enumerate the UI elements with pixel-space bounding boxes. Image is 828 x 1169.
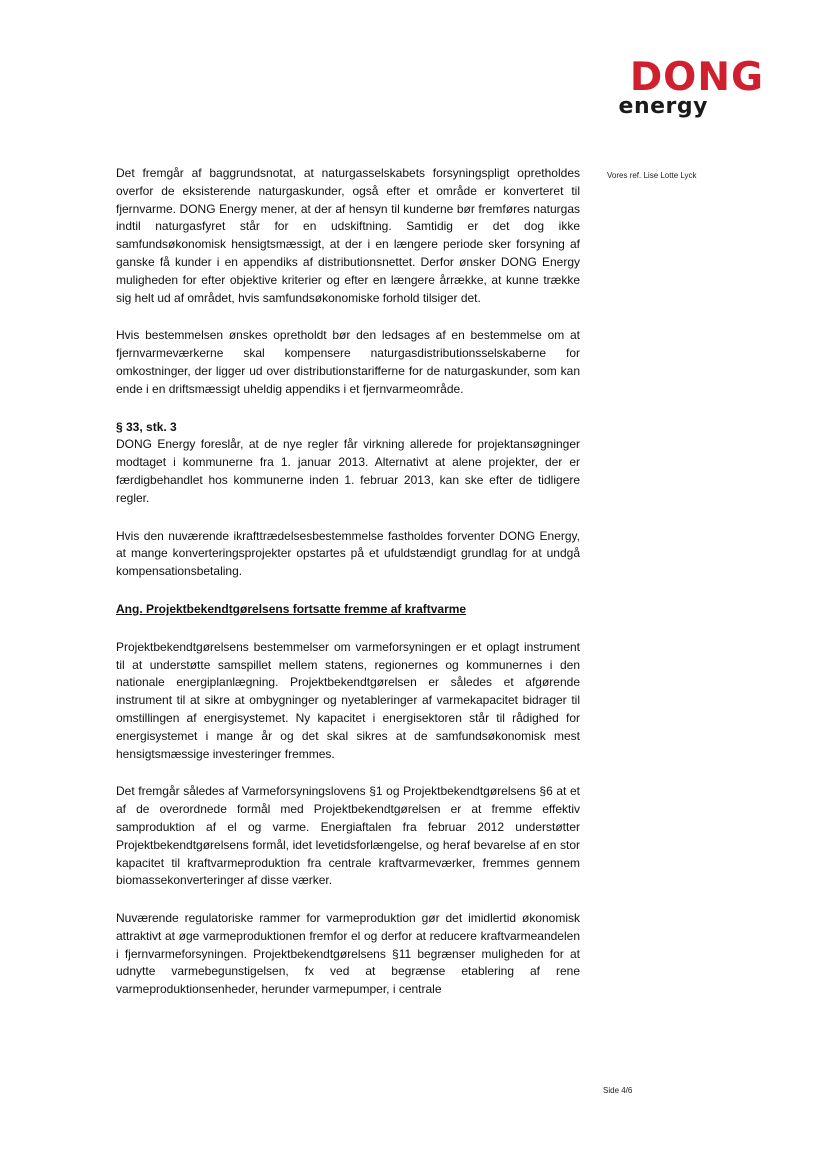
paragraph-6: Det fremgår således af Varmeforsyningslovens §1 og Projektbekendtgørelsens §6 at et af de overordnede formål med Projektbekendtgørelsen er at fremme effektiv samproduktion af el og varme. Energiaftalen fra februar 2012 understøtter Projektbekendtgørelsens formål, idet levetidsforlængelse, og heraf bevarelse af en stor kapacitet til kraftvarmeproduktion fra centrale kraftvarmeværker, fremmes gennem biomassekonverteringer af disse værker.: [116, 784, 580, 888]
page-number: Side 4/6: [603, 1086, 633, 1095]
logo-subtitle: energy: [618, 94, 708, 119]
paragraph-3: DONG Energy foreslår, at de nye regler får virkning allerede for projektansøgninger modtaget i kommunerne fra 1. januar 2013. Alternativt at alene projekter, der er færdigbehandlet hos kommunerne inden 1. februar 2013, kan ske efter de tidligere regler.: [116, 437, 580, 505]
reference-line: Vores ref. Lise Lotte Lyck: [607, 171, 697, 180]
logo-brand: DONG: [629, 55, 764, 100]
paragraph-4: Hvis den nuværende ikrafttrædelsesbestemmelse fastholdes forventer DONG Energy, at mange konverteringsprojekter opstartes på et ufuldstændigt grundlag for at undgå kompensationsbetaling.: [116, 528, 580, 579]
paragraph-1: Det fremgår af baggrundsnotat, at naturgasselskabets forsyningspligt opretholdes overfor de eksisterende naturgaskunder, også efter et område er konverteret til fjernvarme. DONG Energy mener, at der af hensyn til kunderne bør fremføres naturgas indtil naturgasfyret står for en udskiftning. Samtidig er det dog ikke samfundsøkonomisk hensigtsmæssigt, at der i en længere periode sker forsyning af ganske få kunder i en appendiks af distributionsnettet. Derfor ønsker DONG Energy muligheden for efter objektive kriterier og efter en længere årrække, at kunne trække sig helt ud af området, hvis samfundsøkonomiske forhold tilsiger det.: [116, 166, 580, 305]
paragraph-2: Hvis bestemmelsen ønskes opretholdt bør den ledsages af en bestemmelse om at fjernvarmeværkerne skal kompensere naturgasdistributionsselskaberne for omkostninger, der ligger ud over distributionstarifferne for de naturgaskunder, som kan ende i en driftsmæssigt uheldig appendiks i et fjernvarmeområde.: [116, 328, 580, 396]
section-heading-33: § 33, stk. 3: [116, 419, 177, 434]
section-title-kraftvarme: Ang. Projektbekendtgørelsens fortsatte fremme af kraftvarme: [116, 601, 467, 616]
dong-energy-logo: [604, 55, 768, 122]
document-body: [116, 165, 580, 1019]
paragraph-5: Projektbekendtgørelsens bestemmelser om varmeforsyningen er et oplagt instrument til at understøtte samspillet mellem statens, regionernes og kommunernes i den nationale energiplanlægning. Projektbekendtgørelsen er således et afgørende instrument til at sikre at ombygninger og nyetableringer af varmekapacitet bidrager til omstillingen af energisystemet. Ny kapacitet i energisektoren står til rådighed for energisystemet i mange år og det skal sikres at de samfundsøkonomisk mest hensigtsmæssige investeringer fremmes.: [116, 639, 580, 761]
paragraph-7: Nuværende regulatoriske rammer for varmeproduktion gør det imidlertid økonomisk attraktivt at øge varmeproduktionen fremfor el og derfor at reducere kraftvarmeandelen i fjernvarmeforsyningen. Projektbekendtgørelsens §11 begrænser muligheden for at udnytte varmebegunstigelsen, fx ved at begrænse etablering af rene varmeproduktionsenheder, herunder varmepumper, i centrale: [116, 911, 580, 997]
